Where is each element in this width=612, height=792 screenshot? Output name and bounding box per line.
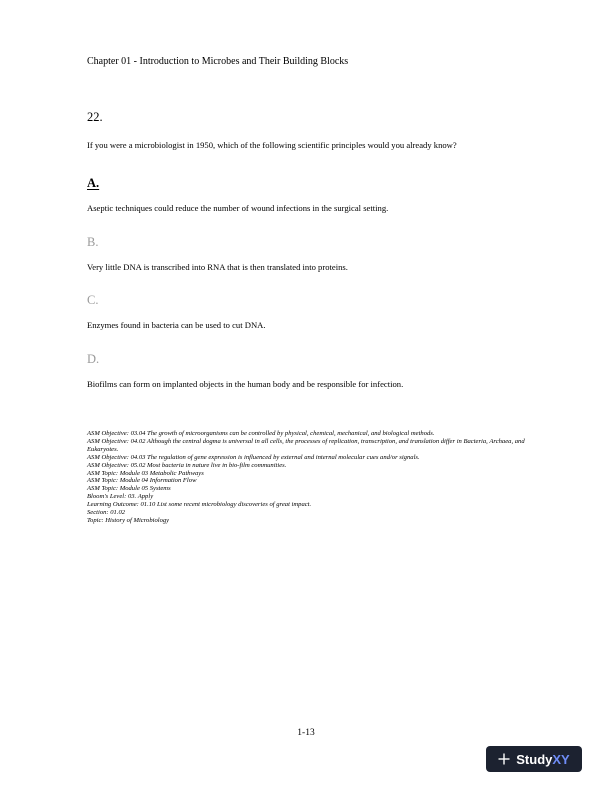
option-c-text: Enzymes found in bacteria can be used to cut DNA. <box>87 320 266 330</box>
option-b-letter: B. <box>87 235 99 249</box>
metadata-line: Bloom's Level: 03. Apply <box>87 493 154 501</box>
question-number: 22. <box>87 110 103 124</box>
option-c-letter: C. <box>87 293 99 307</box>
metadata-line: ASM Objective: 03.04 The growth of microorganisms can be controlled by physical, chemical, mechanical, and biological methods. <box>87 430 435 437</box>
metadata-line: ASM Topic: Module 04 Information Flow <box>87 477 197 485</box>
option-d-letter: D. <box>87 352 100 366</box>
metadata-line: Section: 01.02 <box>87 509 126 517</box>
option-b-text: Very little DNA is transcribed into RNA that is then translated into proteins. <box>87 262 348 272</box>
metadata-line: Topic: History of Microbiology <box>87 516 170 524</box>
metadata-line: Learning Outcome: 01.10 List some recent microbiology discoveries of great impact. <box>87 501 312 509</box>
chapter-header: Chapter 01 - Introduction to Microbes and Their Building Blocks <box>87 56 349 67</box>
studyxy-badge[interactable] <box>486 746 582 772</box>
option-d-text: Biofilms can form on implanted objects in the human body and be responsible for infection. <box>87 379 404 389</box>
brand-name-accent: XY <box>552 751 570 767</box>
question-metadata <box>87 430 527 525</box>
metadata-line: ASM Topic: Module 05 Systems <box>87 485 171 493</box>
page-number: 1-13 <box>297 728 315 738</box>
metadata-line: ASM Topic: Module 03 Metabolic Pathways <box>87 469 204 477</box>
option-a-text: Aseptic techniques could reduce the number of wound infections in the surgical setting. <box>87 203 389 213</box>
metadata-line: ASM Objective: 04.03 The regulation of gene expression is influenced by external and internal molecular cues and/or signals. <box>87 453 420 461</box>
question-text: If you were a microbiologist in 1950, which of the following scientific principles would you already know? <box>87 140 457 150</box>
metadata-line: ASM Objective: 04.02 Although the central dogma is universal in all cells, the processes of replication, transcription, and translation differ in Bacteria, Archaea, and Eukaryotes. <box>87 437 525 453</box>
metadata-line: ASM Objective: 05.02 Most bacteria in nature live in bio-film communities. <box>87 461 287 469</box>
brand-name: Study <box>516 751 553 767</box>
plus-icon <box>498 753 510 765</box>
option-a-letter: A. <box>87 176 100 190</box>
